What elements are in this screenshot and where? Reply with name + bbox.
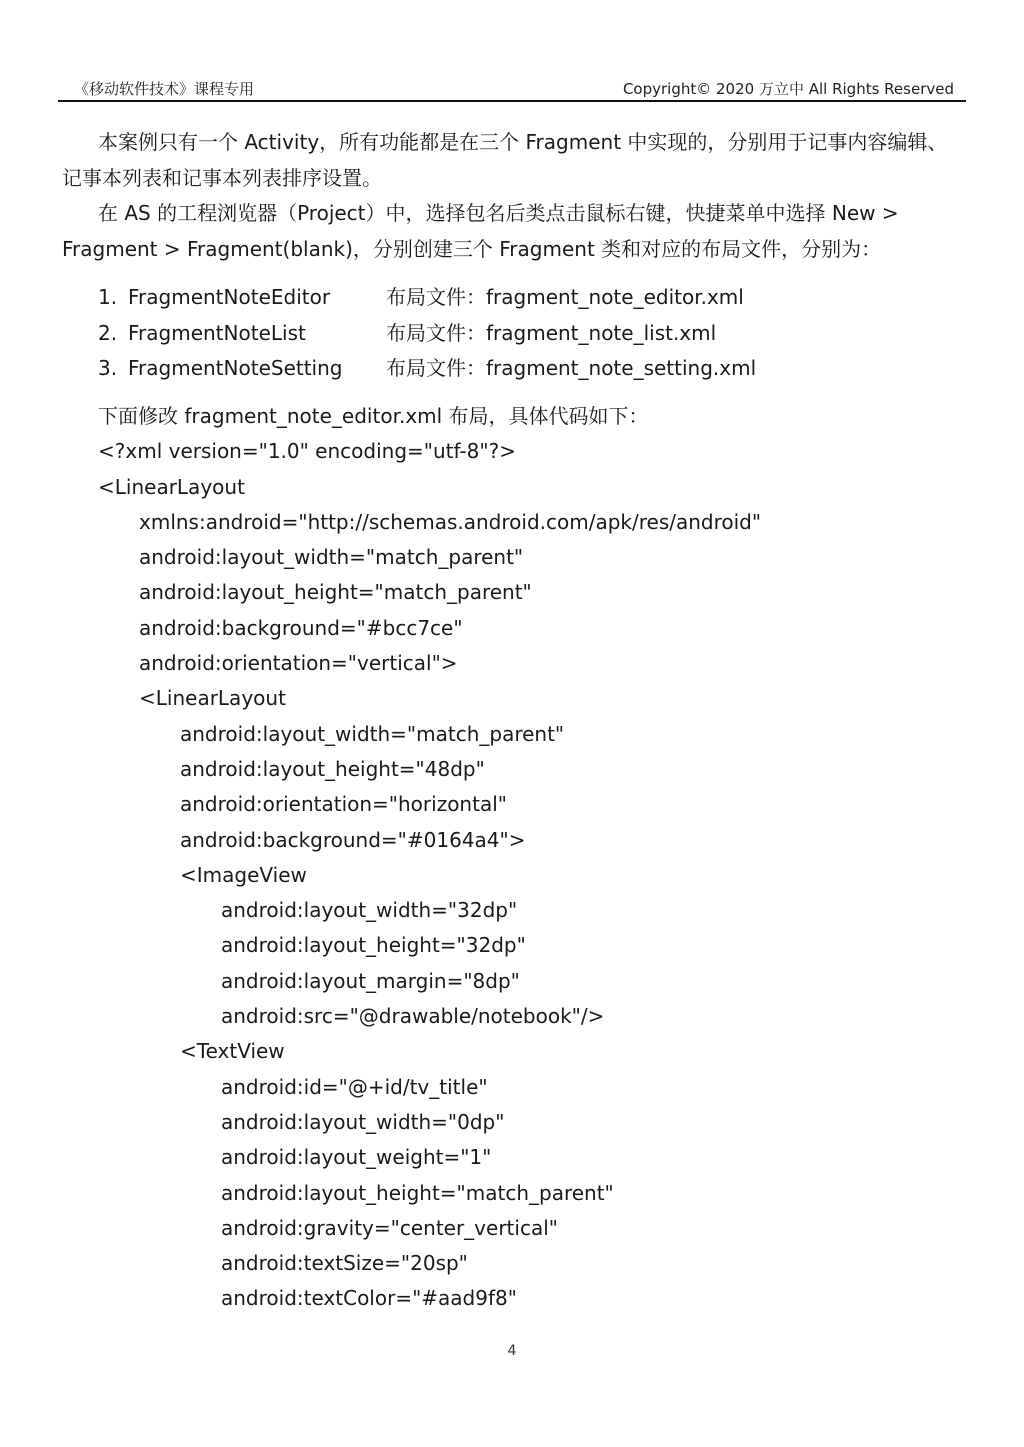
- layout-file-name: fragment_note_list.xml: [486, 320, 717, 345]
- code-line: android:layout_width="match_parent": [139, 545, 524, 570]
- code-line: android:orientation="horizontal": [180, 792, 507, 817]
- code-line: android:src="@drawable/notebook"/>: [221, 1004, 605, 1029]
- code-line: <TextView: [180, 1039, 285, 1064]
- code-line: android:textSize="20sp": [221, 1251, 468, 1276]
- page-header: [58, 76, 966, 102]
- code-block: [98, 399, 761, 1317]
- fragment-class-name: FragmentNoteEditor: [128, 285, 331, 309]
- layout-file-name: fragment_note_setting.xml: [486, 356, 757, 380]
- layout-label: 布局文件：: [386, 285, 486, 309]
- code-line: android:id="@+id/tv_title": [221, 1074, 488, 1099]
- code-line: <?xml version="1.0" encoding="utf-8"?>: [98, 439, 516, 464]
- code-line: android:layout_width="32dp": [221, 898, 518, 923]
- intro-paragraph: 本案例只有一个 Activity，所有功能都是在三个 Fragment 中实现的，分别用于记事内容编辑、记事本列表和记事本列表排序设置。: [62, 130, 948, 190]
- list-item: [98, 316, 756, 352]
- code-line: android:layout_margin="8dp": [221, 968, 520, 993]
- code-line: android:background="#0164a4">: [180, 827, 526, 852]
- fragment-class-name: FragmentNoteSetting: [128, 356, 343, 380]
- code-line: android:layout_height="match_parent": [139, 580, 532, 605]
- instructions-paragraph: 在 AS 的工程浏览器（Project）中，选择包名后类点击鼠标右键，快捷菜单中选择 New > Fragment > Fragment(blank)，分别创建三个 Fragment 类和对应的布局文件，分别为：: [62, 201, 899, 261]
- fragment-list: [98, 280, 756, 387]
- layout-label: 布局文件：: [386, 356, 486, 380]
- course-title: 《移动软件技术》课程专用: [74, 80, 255, 98]
- code-intro: 下面修改 fragment_note_editor.xml 布局，具体代码如下：: [98, 404, 649, 428]
- code-line: android:textColor="#aad9f8": [221, 1286, 517, 1311]
- code-line: android:layout_width="match_parent": [180, 721, 565, 746]
- list-item: [98, 280, 756, 316]
- layout-label: 布局文件：: [386, 320, 486, 345]
- code-line: android:layout_height="match_parent": [221, 1180, 614, 1205]
- list-number: 3.: [98, 356, 118, 380]
- code-line: android:layout_weight="1": [221, 1145, 492, 1170]
- list-number: 1.: [98, 285, 118, 309]
- code-line: android:background="#bcc7ce": [139, 615, 463, 640]
- code-line: <LinearLayout: [98, 474, 245, 499]
- code-line: android:gravity="center_vertical": [221, 1215, 558, 1240]
- fragment-class-name: FragmentNoteList: [128, 320, 306, 345]
- list-number: 2.: [98, 320, 118, 345]
- code-line: android:layout_height="48dp": [180, 756, 485, 781]
- code-line: <ImageView: [180, 862, 307, 887]
- list-item: [98, 351, 756, 387]
- copyright-notice: Copyright© 2020 万立中 All Rights Reserved: [622, 80, 954, 98]
- code-line: xmlns:android="http://schemas.android.com/apk/res/android": [139, 509, 762, 534]
- layout-file-name: fragment_note_editor.xml: [486, 285, 744, 309]
- code-line: android:orientation="vertical">: [139, 651, 458, 676]
- code-line: <LinearLayout: [139, 686, 286, 711]
- page-number: 4: [507, 1343, 517, 1359]
- code-line: android:layout_height="32dp": [221, 933, 526, 958]
- code-line: android:layout_width="0dp": [221, 1109, 505, 1134]
